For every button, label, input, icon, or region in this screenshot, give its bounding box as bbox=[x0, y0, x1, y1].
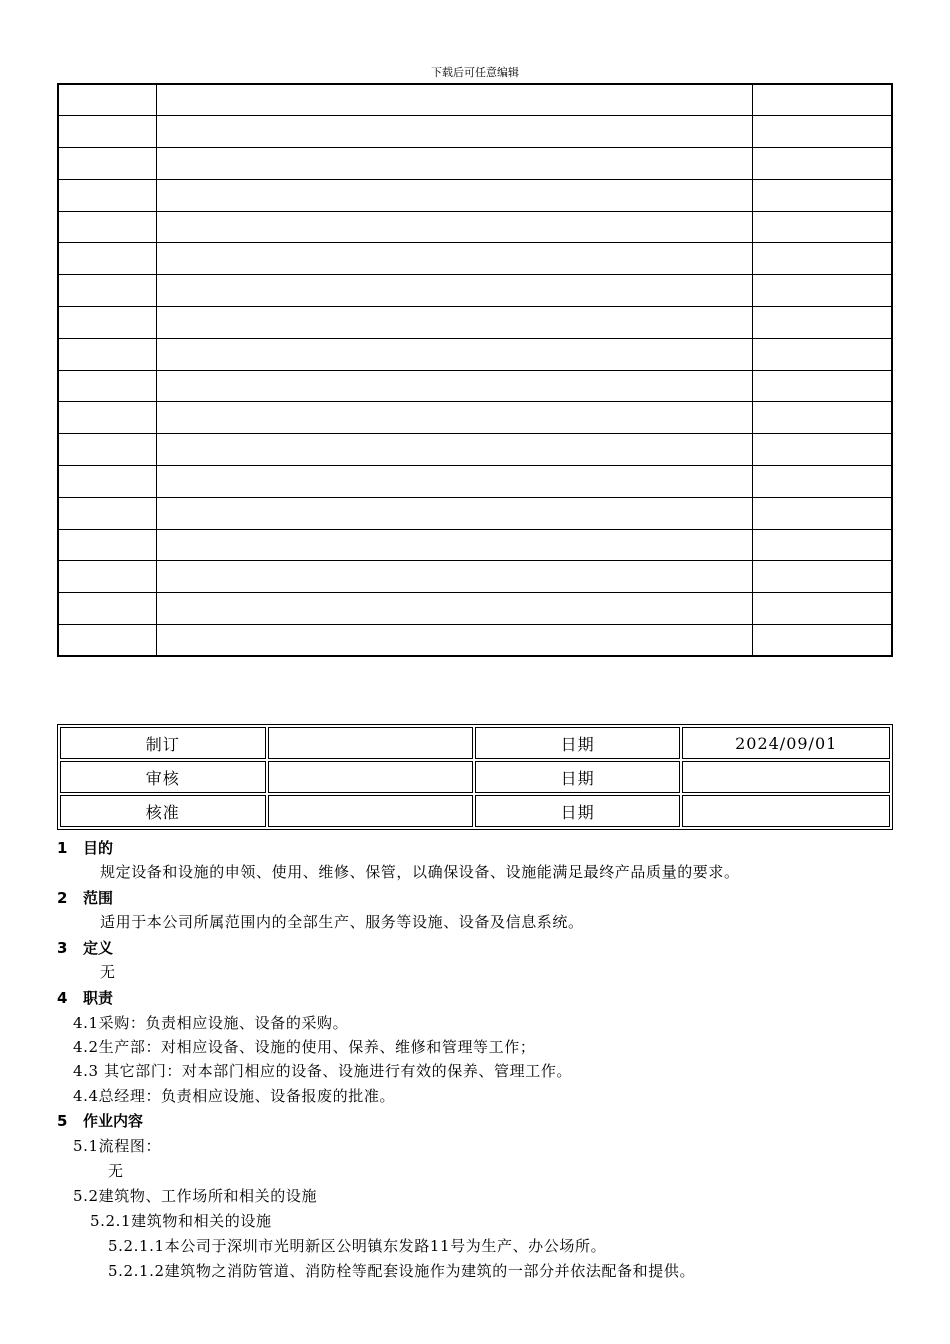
revision-row bbox=[58, 402, 892, 434]
revision-row bbox=[58, 211, 892, 243]
section-title: 作业内容 bbox=[83, 1112, 144, 1130]
subsection-5-2: 5.2建筑物、工作场所和相关的设施 bbox=[73, 1187, 318, 1205]
revision-table bbox=[57, 83, 893, 657]
revision-row bbox=[58, 466, 892, 498]
date-cell[interactable]: 2024/09/01 bbox=[682, 727, 890, 759]
revision-row bbox=[58, 434, 892, 466]
revision-cell[interactable] bbox=[752, 179, 892, 211]
revision-row bbox=[58, 307, 892, 339]
approval-row-approved bbox=[60, 795, 890, 827]
revision-row bbox=[58, 593, 892, 625]
revision-cell[interactable] bbox=[156, 561, 752, 593]
revision-cell[interactable] bbox=[58, 179, 156, 211]
revision-cell[interactable] bbox=[752, 434, 892, 466]
date-cell[interactable] bbox=[682, 795, 890, 827]
revision-cell[interactable] bbox=[58, 466, 156, 498]
revision-cell[interactable] bbox=[156, 275, 752, 307]
date-cell[interactable] bbox=[682, 761, 890, 793]
role-cell: 核准 bbox=[60, 795, 266, 827]
revision-cell[interactable] bbox=[58, 275, 156, 307]
revision-row bbox=[58, 275, 892, 307]
revision-cell[interactable] bbox=[752, 529, 892, 561]
revision-cell[interactable] bbox=[156, 625, 752, 657]
revision-cell[interactable] bbox=[58, 625, 156, 657]
section-number: 1 bbox=[57, 839, 68, 857]
duty-item: 4.1采购：负责相应设施、设备的采购。 bbox=[73, 1014, 349, 1032]
subsection-5-1: 5.1流程图： bbox=[73, 1137, 162, 1155]
role-cell: 制订 bbox=[60, 727, 266, 759]
section-3-heading bbox=[57, 938, 113, 958]
revision-cell[interactable] bbox=[752, 243, 892, 275]
subsection-5-2-1-1: 5.2.1.1本公司于深圳市光明新区公明镇东发路11号为生产、办公场所。 bbox=[108, 1237, 607, 1255]
section-2-heading bbox=[57, 888, 113, 908]
section-number: 2 bbox=[57, 889, 68, 907]
revision-row bbox=[58, 625, 892, 657]
revision-cell[interactable] bbox=[156, 243, 752, 275]
section-number: 3 bbox=[57, 939, 68, 957]
revision-cell[interactable] bbox=[752, 116, 892, 148]
revision-cell[interactable] bbox=[156, 466, 752, 498]
revision-cell[interactable] bbox=[752, 211, 892, 243]
subsection-5-2-1-2: 5.2.1.2建筑物之消防管道、消防栓等配套设施作为建筑的一部分并依法配备和提供。 bbox=[108, 1262, 696, 1280]
revision-cell[interactable] bbox=[58, 529, 156, 561]
revision-row bbox=[58, 148, 892, 180]
date-label-cell: 日期 bbox=[475, 795, 681, 827]
approval-table bbox=[57, 724, 893, 830]
duty-item: 4.3 其它部门：对本部门相应的设备、设施进行有效的保养、管理工作。 bbox=[73, 1062, 573, 1080]
revision-row bbox=[58, 116, 892, 148]
revision-cell[interactable] bbox=[156, 529, 752, 561]
section-title: 目的 bbox=[83, 839, 114, 857]
section-1-heading bbox=[57, 838, 113, 858]
revision-cell[interactable] bbox=[752, 402, 892, 434]
revision-cell[interactable] bbox=[58, 116, 156, 148]
name-cell[interactable] bbox=[268, 761, 473, 793]
date-label-cell: 日期 bbox=[475, 727, 681, 759]
revision-cell[interactable] bbox=[156, 497, 752, 529]
revision-cell[interactable] bbox=[58, 338, 156, 370]
revision-cell[interactable] bbox=[58, 307, 156, 339]
revision-cell[interactable] bbox=[156, 179, 752, 211]
revision-cell[interactable] bbox=[58, 561, 156, 593]
approval-row-prepared bbox=[60, 727, 890, 759]
revision-cell[interactable] bbox=[752, 593, 892, 625]
duty-item: 4.2生产部：对相应设备、设施的使用、保养、维修和管理等工作； bbox=[73, 1038, 536, 1056]
duty-item: 4.4总经理：负责相应设施、设备报废的批准。 bbox=[73, 1087, 396, 1105]
revision-cell[interactable] bbox=[752, 561, 892, 593]
revision-row bbox=[58, 179, 892, 211]
section-2-text: 适用于本公司所属范围内的全部生产、服务等设施、设备及信息系统。 bbox=[100, 913, 584, 931]
revision-row bbox=[58, 370, 892, 402]
name-cell[interactable] bbox=[268, 795, 473, 827]
revision-row bbox=[58, 561, 892, 593]
section-3-text: 无 bbox=[100, 963, 116, 981]
revision-cell[interactable] bbox=[58, 434, 156, 466]
revision-cell[interactable] bbox=[752, 148, 892, 180]
name-cell[interactable] bbox=[268, 727, 473, 759]
approval-row-reviewed bbox=[60, 761, 890, 793]
header-note: 下载后可任意编辑 bbox=[431, 66, 519, 79]
revision-cell[interactable] bbox=[156, 370, 752, 402]
section-number: 5 bbox=[57, 1112, 68, 1130]
section-5-heading bbox=[57, 1111, 143, 1131]
revision-row bbox=[58, 497, 892, 529]
revision-cell[interactable] bbox=[156, 402, 752, 434]
revision-cell[interactable] bbox=[58, 402, 156, 434]
revision-cell[interactable] bbox=[156, 307, 752, 339]
revision-cell[interactable] bbox=[58, 84, 156, 116]
revision-cell[interactable] bbox=[156, 593, 752, 625]
revision-row bbox=[58, 529, 892, 561]
section-4-heading bbox=[57, 988, 113, 1008]
revision-cell[interactable] bbox=[156, 116, 752, 148]
revision-cell[interactable] bbox=[156, 84, 752, 116]
revision-cell[interactable] bbox=[752, 625, 892, 657]
revision-cell[interactable] bbox=[752, 370, 892, 402]
revision-cell[interactable] bbox=[156, 211, 752, 243]
revision-cell[interactable] bbox=[58, 370, 156, 402]
revision-cell[interactable] bbox=[156, 338, 752, 370]
revision-cell[interactable] bbox=[58, 211, 156, 243]
role-cell: 审核 bbox=[60, 761, 266, 793]
section-title: 职责 bbox=[83, 989, 114, 1007]
revision-cell[interactable] bbox=[752, 466, 892, 498]
date-label-cell: 日期 bbox=[475, 761, 681, 793]
revision-cell[interactable] bbox=[58, 243, 156, 275]
revision-cell[interactable] bbox=[752, 275, 892, 307]
revision-cell[interactable] bbox=[752, 84, 892, 116]
revision-cell[interactable] bbox=[752, 307, 892, 339]
revision-row bbox=[58, 338, 892, 370]
revision-cell[interactable] bbox=[752, 338, 892, 370]
revision-cell[interactable] bbox=[156, 434, 752, 466]
section-title: 定义 bbox=[83, 939, 114, 957]
section-1-text: 规定设备和设施的申领、使用、维修、保管，以确保设备、设施能满足最终产品质量的要求。 bbox=[100, 863, 740, 881]
revision-cell[interactable] bbox=[58, 497, 156, 529]
subsection-5-2-1: 5.2.1建筑物和相关的设施 bbox=[90, 1212, 272, 1230]
revision-cell[interactable] bbox=[58, 148, 156, 180]
revision-row bbox=[58, 84, 892, 116]
subsection-5-1-text: 无 bbox=[108, 1162, 124, 1180]
section-number: 4 bbox=[57, 989, 68, 1007]
revision-row bbox=[58, 243, 892, 275]
revision-cell[interactable] bbox=[752, 497, 892, 529]
revision-cell[interactable] bbox=[156, 148, 752, 180]
revision-cell[interactable] bbox=[58, 593, 156, 625]
section-title: 范围 bbox=[83, 889, 114, 907]
